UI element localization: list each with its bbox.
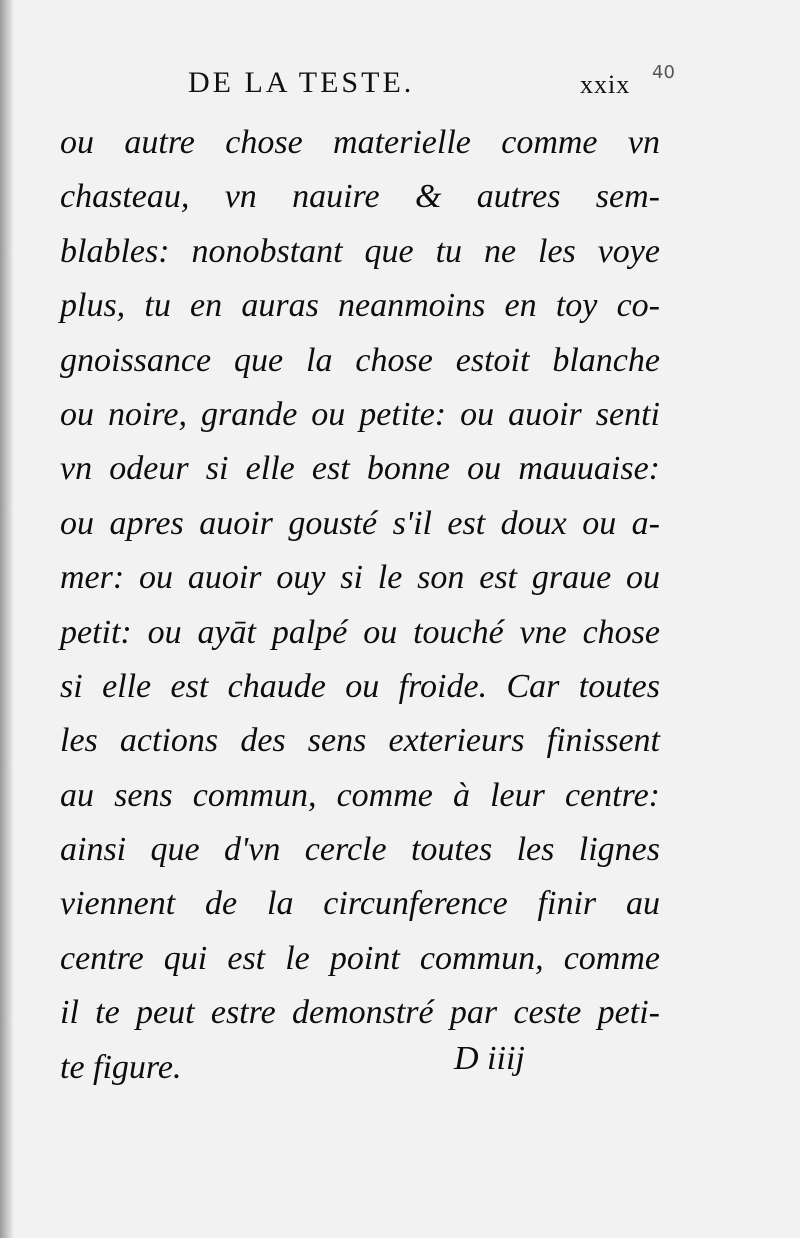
pencil-foliation: 40 [652,62,675,83]
text-line: te figure. [60,1048,182,1086]
text-line: vn odeur si elle est bonne ou mauuaise: [60,450,660,488]
text-line: viennent de la circunference finir au [60,885,660,923]
text-line: mer: ou auoir ouy si le son est graue ou [60,559,660,597]
text-line: centre qui est le point commun, comme [60,939,660,977]
gutter-shadow [0,0,14,1238]
body-text [60,116,660,1095]
text-line: ainsi que d'vn cercle toutes les lignes [60,831,660,869]
text-line: au sens commun, comme à leur centre: [60,776,660,814]
text-line: chasteau, vn nauire & autres sem- [60,178,660,216]
text-line: petit: ou ayāt palpé ou touché vne chose [60,613,660,651]
text-line: blables: nonobstant que tu ne les voye [60,232,660,270]
text-line: plus, tu en auras neanmoins en toy co- [60,287,660,325]
running-head: DE LA TESTE. [188,66,415,99]
text-line: ou apres auoir gousté s'il est doux ou a- [60,504,660,542]
text-line: les actions des sens exterieurs finissent [60,722,660,760]
text-line: ou autre chose materielle comme vn [60,124,660,161]
text-line: ou noire, grande ou petite: ou auoir senti [60,395,660,433]
text-line: si elle est chaude ou froide. Car toutes [60,667,660,705]
folio-number: xxix [580,70,631,99]
text-line: gnoissance que la chose estoit blanche [60,341,660,379]
text-line: il te peut estre demonstré par ceste peti- [60,994,660,1032]
signature-mark: D iiij [454,1040,525,1077]
